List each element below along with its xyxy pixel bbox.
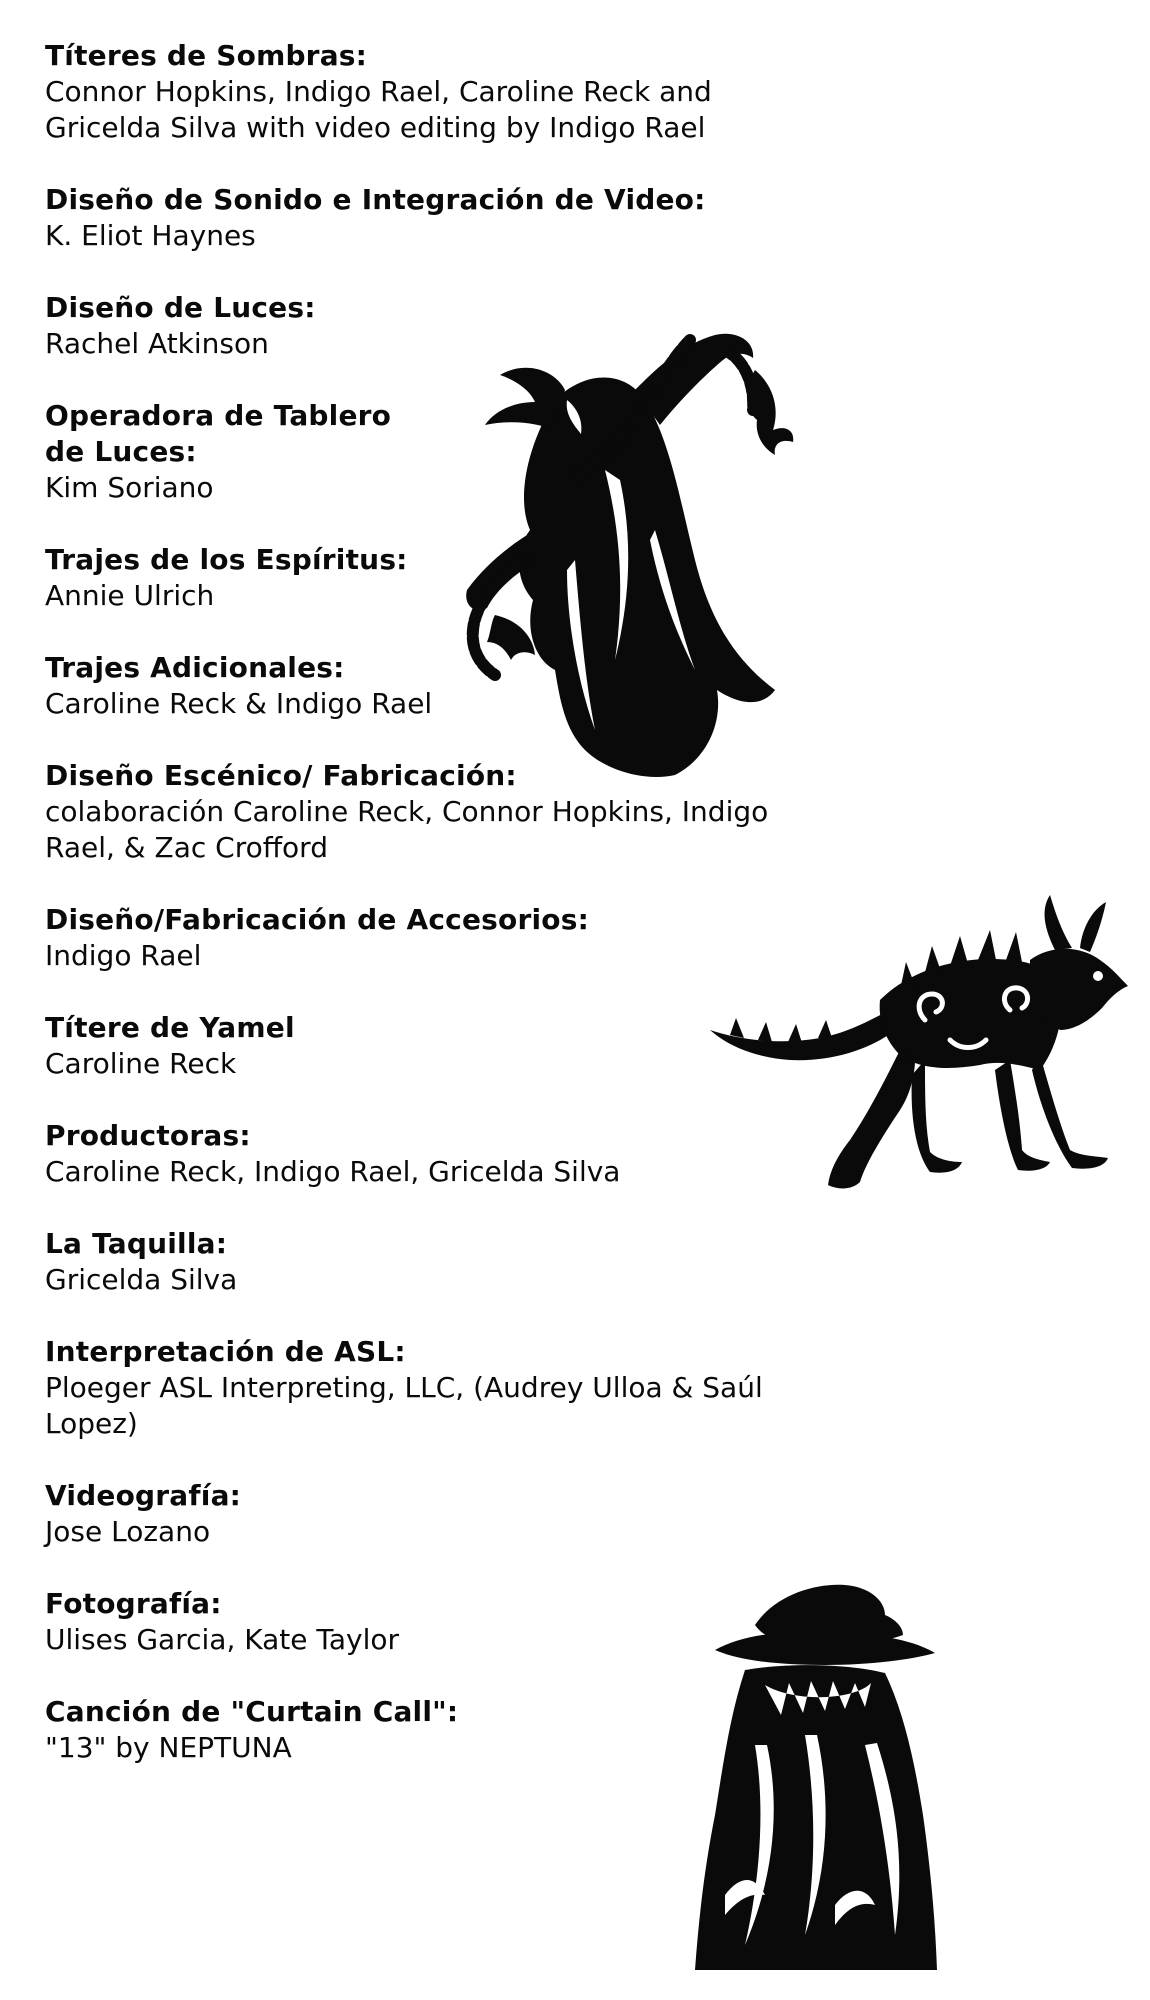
credit-name: Rachel Atkinson: [45, 327, 269, 360]
credit-name: Ploeger ASL Interpreting, LLC, (Audrey Ulloa & Saúl: [45, 1371, 763, 1404]
credit-role: La Taquilla:: [45, 1227, 228, 1260]
credit-producers: [45, 1118, 805, 1190]
credit-name: Caroline Reck, Indigo Rael, Gricelda Silva: [45, 1155, 621, 1188]
credit-name: Connor Hopkins, Indigo Rael, Caroline Reck and: [45, 75, 712, 108]
credit-name: Ulises Garcia, Kate Taylor: [45, 1623, 399, 1656]
credit-shadow-puppets: [45, 38, 805, 146]
robed-spirit-silhouette-icon: [455, 330, 815, 780]
credit-name: Rael, & Zac Crofford: [45, 831, 328, 864]
cloaked-figure-silhouette-icon: [685, 1575, 945, 1975]
credit-role: Diseño Escénico/ Fabricación:: [45, 759, 517, 792]
credit-props: [45, 902, 805, 974]
credit-videography: [45, 1478, 805, 1550]
credit-role: Productoras:: [45, 1119, 251, 1152]
credit-role: Canción de "Curtain Call":: [45, 1695, 459, 1728]
credit-name: Gricelda Silva with video editing by Indigo Rael: [45, 111, 706, 144]
credit-role: Trajes de los Espíritus:: [45, 543, 408, 576]
credit-role: Trajes Adicionales:: [45, 651, 345, 684]
credit-role: Fotografía:: [45, 1587, 222, 1620]
horned-beast-silhouette-icon: [710, 890, 1130, 1200]
credit-name: Caroline Reck & Indigo Rael: [45, 687, 433, 720]
credit-role: Videografía:: [45, 1479, 242, 1512]
credit-name: Annie Ulrich: [45, 579, 215, 612]
credit-name: "13" by NEPTUNA: [45, 1731, 292, 1764]
credit-yamel-puppet: [45, 1010, 805, 1082]
credit-box-office: [45, 1226, 805, 1298]
credit-name: K. Eliot Haynes: [45, 219, 256, 252]
credit-name: colaboración Caroline Reck, Connor Hopkins, Indigo: [45, 795, 769, 828]
credit-role: Diseño de Luces:: [45, 291, 316, 324]
credit-role: Interpretación de ASL:: [45, 1335, 406, 1368]
credit-name: Gricelda Silva: [45, 1263, 238, 1296]
credit-asl-interpretation: [45, 1334, 805, 1442]
credit-role: Títere de Yamel: [45, 1011, 295, 1044]
credit-name: Indigo Rael: [45, 939, 202, 972]
credit-role: Diseño de Sonido e Integración de Video:: [45, 183, 706, 216]
credit-role: Operadora de Tablero de Luces:: [45, 399, 392, 468]
credit-role: Títeres de Sombras:: [45, 39, 368, 72]
credit-sound-design: [45, 182, 805, 254]
credit-name: Lopez): [45, 1407, 138, 1440]
credit-name: Caroline Reck: [45, 1047, 237, 1080]
credit-name: Jose Lozano: [45, 1515, 211, 1548]
credits-list: [45, 38, 805, 1802]
credit-role: Diseño/Fabricación de Accesorios:: [45, 903, 589, 936]
credit-name: Kim Soriano: [45, 471, 214, 504]
